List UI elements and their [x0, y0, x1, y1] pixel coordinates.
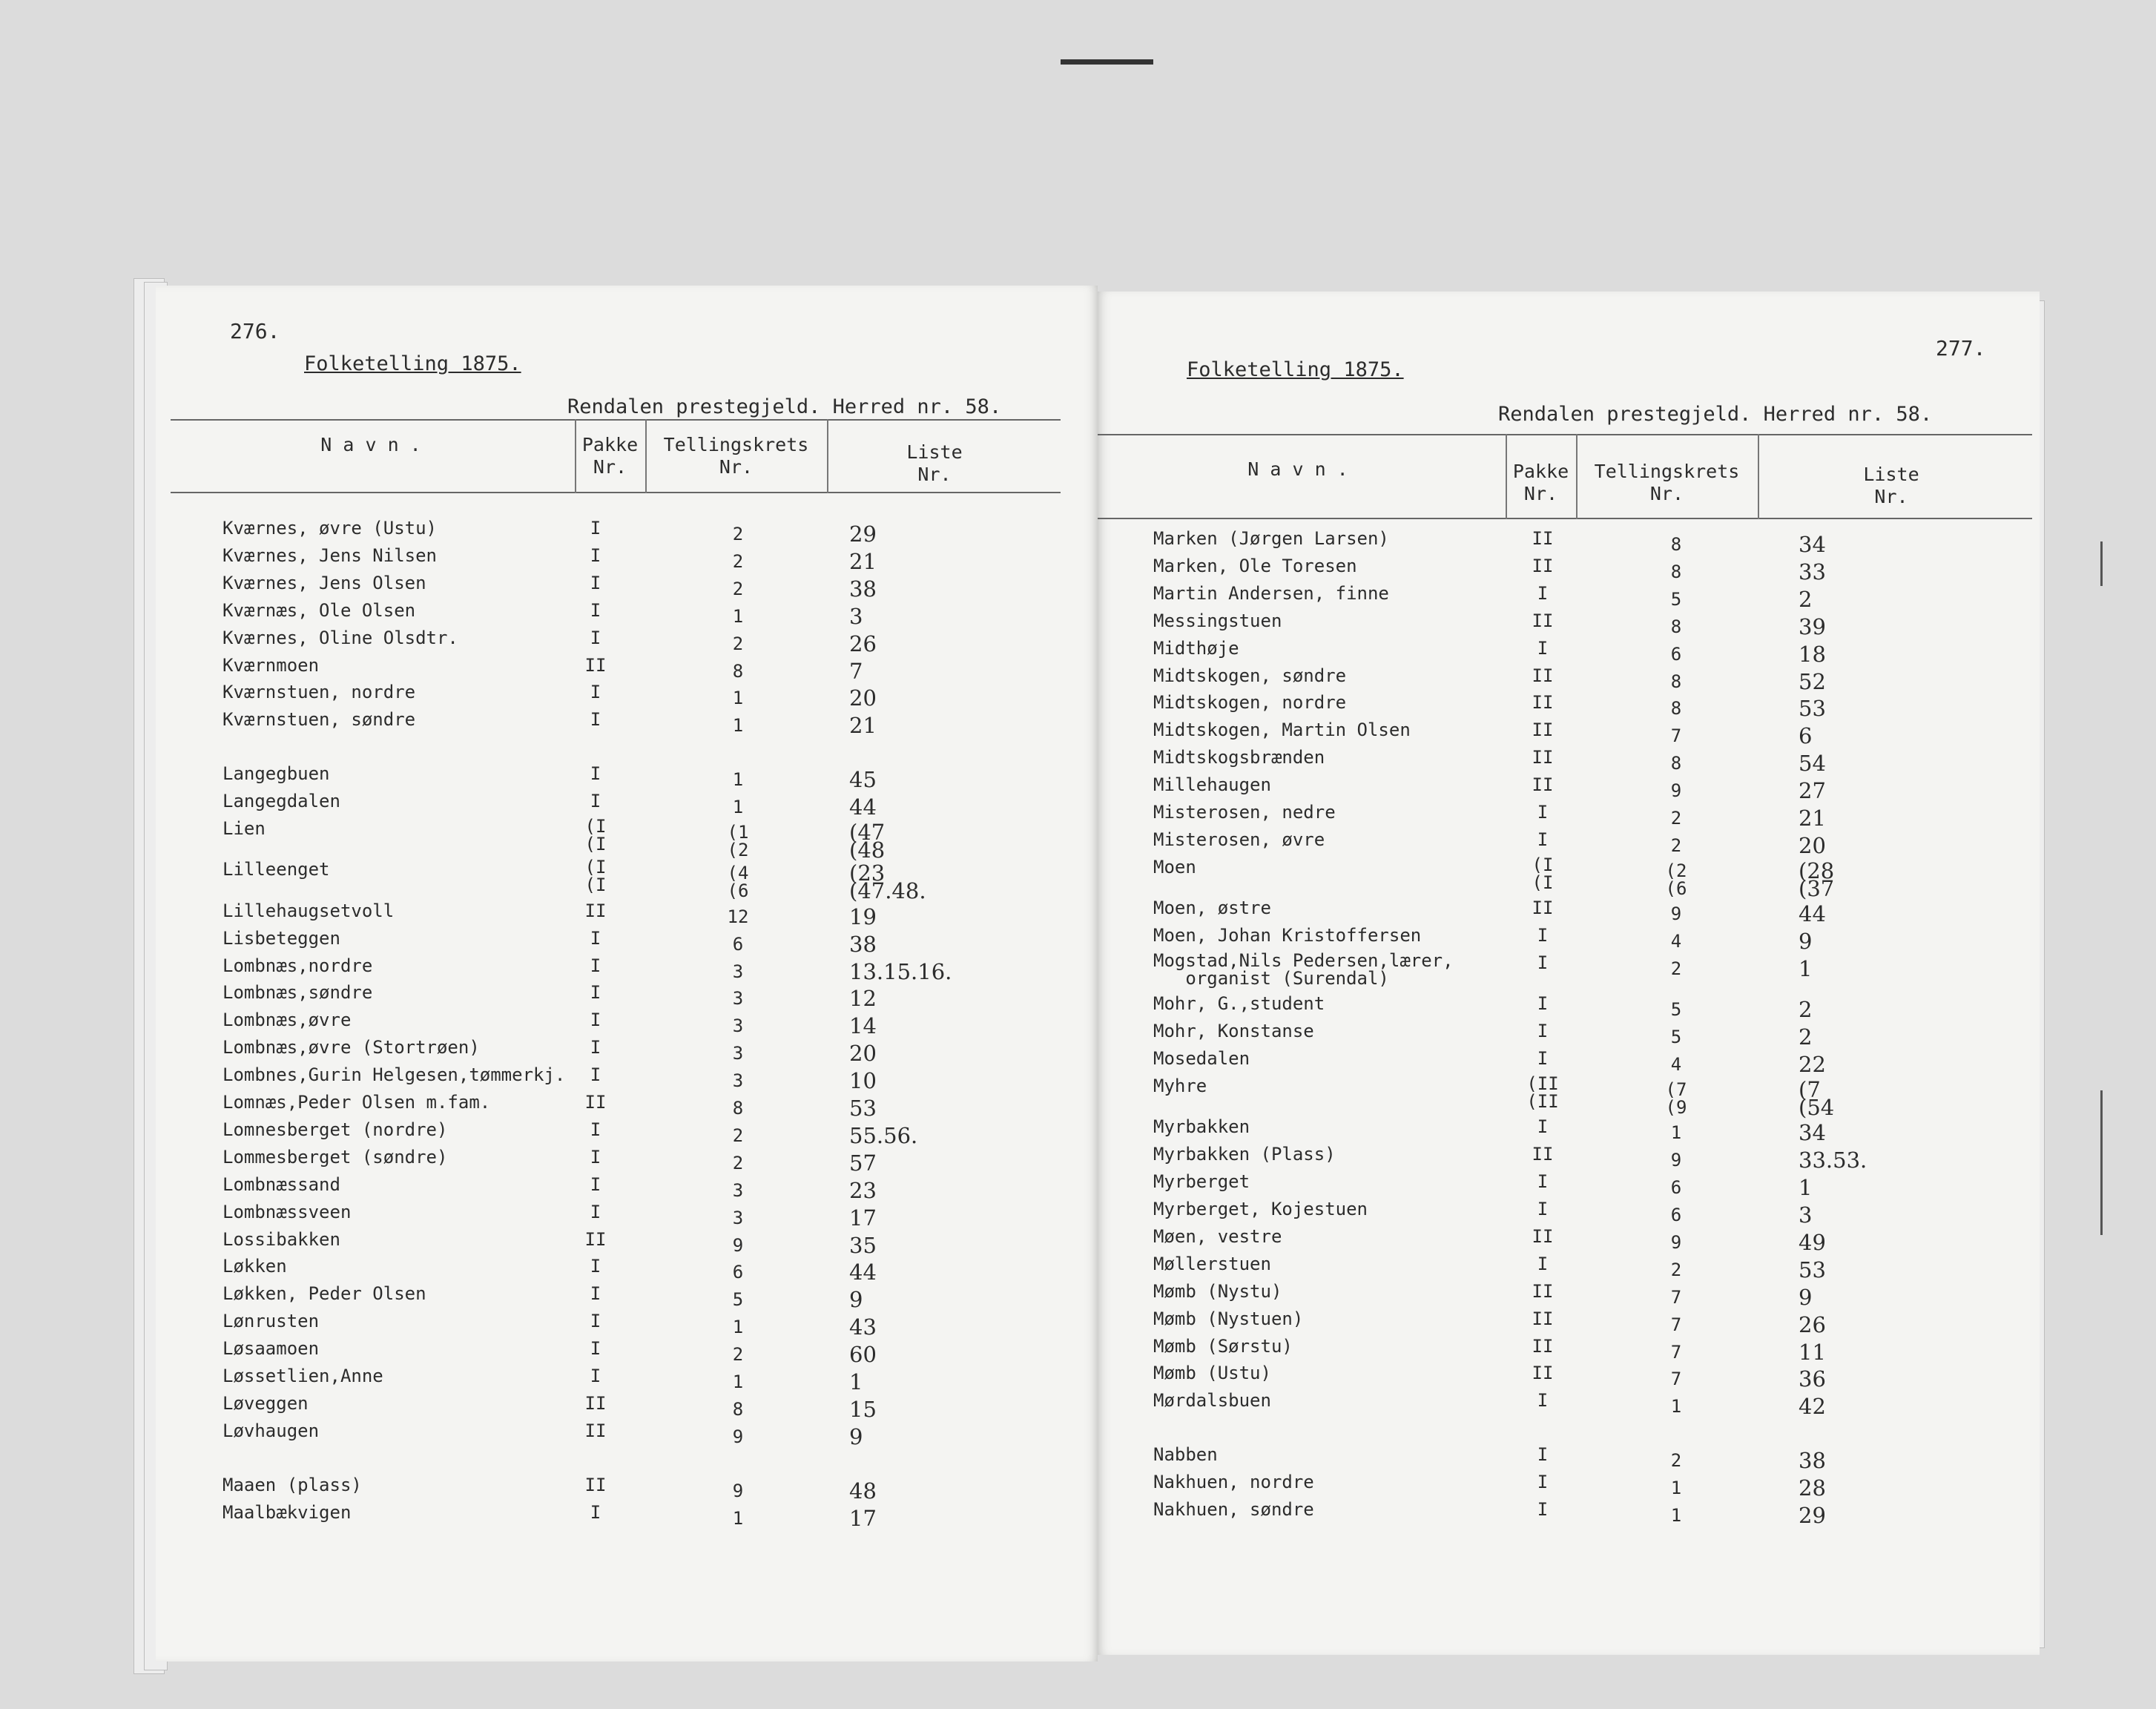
row-name: Lommesberget (søndre) [222, 1146, 448, 1168]
row-liste: 29 [849, 521, 877, 547]
row-krets: 1 [732, 605, 744, 627]
edge-mark [2100, 541, 2103, 586]
row-krets: 1 [1670, 1122, 1682, 1144]
row-name: Mømb (Ustu) [1153, 1363, 1271, 1384]
row-pakke: II [1532, 720, 1554, 741]
row-pakke: I [590, 1037, 601, 1058]
row-krets: 4 [1670, 1054, 1682, 1076]
row-name: Millehaugen [1153, 774, 1271, 796]
row-krets: 7 [1670, 1341, 1682, 1363]
column-header-pakke: Pakke Nr. [581, 434, 639, 478]
row-pakke: I [590, 955, 601, 976]
row-name: Mørdalsbuen [1153, 1390, 1271, 1412]
row-liste: 1 [1799, 1175, 1813, 1201]
row-krets: 2 [1670, 1450, 1682, 1472]
row-pakke: I [590, 1501, 601, 1523]
row-liste: 39 [1799, 613, 1826, 639]
row-krets: 4 [1670, 931, 1682, 952]
row-pakke: I [1537, 993, 1549, 1015]
row-name: Mømb (Sørstu) [1153, 1335, 1293, 1357]
row-krets: 8 [732, 1398, 744, 1420]
row-liste: 55.56. [849, 1122, 918, 1148]
row-name: Lombnes,Gurin Helgesen,tømmerkj. [222, 1064, 566, 1086]
row-liste: 57 [849, 1150, 877, 1176]
row-name: Kværnes, Oline Olsdtr. [222, 627, 458, 648]
row-krets: 8 [1670, 753, 1682, 774]
column-header-tellingskrets: Tellingskrets Nr. [663, 434, 809, 478]
row-pakke: I [1537, 1116, 1549, 1138]
row-pakke: I [590, 682, 601, 703]
row-name: Langegbuen [222, 763, 330, 785]
column-header-navn: N a v n . [320, 434, 421, 455]
row-pakke: I [1537, 925, 1549, 946]
row-liste: 54 [1799, 751, 1826, 777]
row-name: Moen [1153, 856, 1196, 877]
row-name: Lien [222, 818, 266, 839]
row-pakke: I [1537, 1472, 1549, 1493]
row-krets: 9 [732, 1480, 744, 1501]
row-krets: 2 [732, 1124, 744, 1146]
row-pakke: I [590, 572, 601, 593]
row-name: Midtskogen, søndre [1153, 665, 1347, 686]
row-liste: 1 [1799, 955, 1813, 981]
row-pakke: I [590, 1010, 601, 1031]
row-krets: 5 [1670, 999, 1682, 1021]
row-krets: 7 [1670, 1286, 1682, 1308]
row-name: Maaen (plass) [222, 1474, 362, 1495]
row-liste: 19 [849, 903, 877, 929]
row-pakke: II [584, 900, 607, 921]
column-header-liste: Liste Nr. [906, 441, 963, 485]
row-liste: 33 [1799, 559, 1826, 585]
row-liste: 36 [1799, 1366, 1826, 1392]
row-krets: 5 [1670, 1027, 1682, 1048]
row-krets: 2 [1670, 958, 1682, 979]
row-liste: 13.15.16. [849, 958, 952, 984]
row-name: Kværnes, Jens Nilsen [222, 544, 437, 566]
row-krets: 9 [1670, 780, 1682, 802]
row-pakke: I [1537, 1253, 1549, 1274]
row-krets: 8 [1670, 534, 1682, 555]
row-krets: 1 [732, 1507, 744, 1529]
row-name: Lomnesberget (nordre) [222, 1119, 448, 1140]
row-liste: 20 [849, 1041, 877, 1067]
row-pakke: I [590, 927, 601, 949]
row-name: Kværnes, Jens Olsen [222, 572, 426, 593]
row-name: Lombnæs,øvre [222, 1010, 352, 1031]
row-liste: 21 [849, 713, 877, 739]
row-name: Midtskogen, nordre [1153, 692, 1347, 714]
column-header-navn: N a v n . [1247, 458, 1348, 480]
row-name: Misterosen, nedre [1153, 802, 1336, 823]
row-name: Lombnæs,søndre [222, 982, 373, 1004]
row-krets: 3 [732, 1070, 744, 1092]
row-pakke: II [584, 1420, 607, 1441]
row-krets: (4 (6 [727, 863, 749, 902]
row-krets: 8 [1670, 561, 1682, 582]
row-pakke: II [1532, 898, 1554, 919]
row-krets: 8 [1670, 671, 1682, 692]
page-heading: Folketelling 1875. [1187, 358, 1404, 381]
row-liste: 17 [849, 1205, 877, 1231]
row-pakke: I [590, 544, 601, 566]
row-pakke: II [584, 1392, 607, 1414]
row-name: Nakhuen, nordre [1153, 1472, 1314, 1493]
row-pakke: I [1537, 829, 1549, 850]
row-name: Lillehaugsetvoll [222, 900, 395, 921]
row-liste: 3 [1799, 1202, 1813, 1228]
row-krets: 2 [732, 578, 744, 599]
row-pakke: I [590, 1119, 601, 1140]
row-name: Lombnæssand [222, 1173, 340, 1195]
row-name: Myrbakken (Plass) [1153, 1144, 1336, 1165]
row-pakke: I [1537, 1499, 1549, 1521]
row-pakke: II [1532, 1363, 1554, 1384]
row-pakke: II [1532, 1144, 1554, 1165]
row-liste: 60 [849, 1342, 877, 1368]
row-name: Lilleenget [222, 859, 330, 880]
row-liste: 48 [849, 1478, 877, 1504]
row-liste: 7 [849, 658, 863, 684]
row-pakke: I [1537, 637, 1549, 659]
row-name: Møen, vestre [1153, 1225, 1282, 1247]
row-liste: 9 [849, 1423, 863, 1449]
row-pakke: I [590, 627, 601, 648]
row-krets: (2 (6 [1665, 860, 1687, 899]
row-krets: 2 [732, 633, 744, 654]
row-name: Møllerstuen [1153, 1253, 1271, 1274]
column-header-tellingskrets: Tellingskrets Nr. [1594, 461, 1740, 504]
row-krets: 6 [1670, 1177, 1682, 1199]
row-krets: 7 [1670, 1314, 1682, 1335]
row-name: Moen, østre [1153, 898, 1271, 919]
page-number: 276. [230, 319, 280, 343]
right-page [1098, 292, 2040, 1655]
row-krets: 2 [1670, 1259, 1682, 1280]
row-name: Lombnæs,øvre (Stortrøen) [222, 1037, 480, 1058]
row-pakke: I [590, 1256, 601, 1277]
row-liste: 6 [1799, 723, 1813, 749]
row-liste: 26 [1799, 1311, 1826, 1337]
row-liste: 44 [849, 1259, 877, 1285]
row-name: Myrberget [1153, 1171, 1250, 1193]
row-liste: 11 [1799, 1339, 1826, 1365]
row-krets: 8 [1670, 698, 1682, 720]
row-name: Lombnæs,nordre [222, 955, 373, 976]
row-liste: 17 [849, 1505, 877, 1531]
row-liste: 29 [1799, 1503, 1826, 1529]
table-header-rule [171, 492, 1061, 493]
row-name: Mohr, Konstanse [1153, 1021, 1314, 1042]
row-krets: 7 [1670, 1369, 1682, 1390]
row-pakke: II [1532, 555, 1554, 576]
row-liste: 20 [849, 685, 877, 711]
row-pakke: II [1532, 665, 1554, 686]
row-name: Martin Andersen, finne [1153, 582, 1389, 604]
table-top-rule [171, 419, 1061, 421]
row-krets: 2 [1670, 834, 1682, 856]
row-pakke: I [590, 763, 601, 785]
row-liste: (47 (48 [849, 820, 886, 863]
row-liste: 22 [1799, 1052, 1826, 1078]
row-liste: 2 [1799, 997, 1813, 1023]
row-krets: 2 [732, 1344, 744, 1366]
row-liste: 33.53. [1799, 1147, 1867, 1173]
row-pakke: (I (I [584, 857, 607, 896]
page-subheading: Rendalen prestegjeld. Herred nr. 58. [1498, 403, 1933, 426]
page-subheading: Rendalen prestegjeld. Herred nr. 58. [567, 395, 1002, 418]
row-name: Myrberget, Kojestuen [1153, 1199, 1368, 1220]
row-liste: (28 (37 [1799, 857, 1835, 901]
row-pakke: I [1537, 582, 1549, 604]
row-liste: 18 [1799, 641, 1826, 667]
row-pakke: I [590, 709, 601, 731]
row-name: Misterosen, øvre [1153, 829, 1325, 850]
row-liste: 27 [1799, 778, 1826, 804]
row-krets: 1 [1670, 1396, 1682, 1417]
row-krets: 7 [1670, 725, 1682, 747]
row-name: Løkken [222, 1256, 287, 1277]
row-pakke: I [590, 518, 601, 539]
row-pakke: I [590, 1338, 601, 1360]
row-pakke: II [1532, 1335, 1554, 1357]
row-name: Løssetlien,Anne [222, 1366, 383, 1386]
row-krets: 8 [1670, 616, 1682, 637]
row-name: Messingstuen [1153, 610, 1282, 631]
row-pakke: II [1532, 1225, 1554, 1247]
row-liste: 23 [849, 1177, 877, 1203]
row-liste: 15 [849, 1396, 877, 1422]
row-pakke: II [584, 654, 607, 676]
row-pakke: I [1537, 952, 1549, 973]
row-pakke: II [584, 1228, 607, 1250]
row-name: Løsaamoen [222, 1338, 320, 1360]
row-krets: 5 [1670, 588, 1682, 610]
row-krets: 3 [732, 1043, 744, 1064]
row-liste: 10 [849, 1068, 877, 1094]
column-header-pakke: Pakke Nr. [1512, 461, 1569, 504]
page-heading: Folketelling 1875. [304, 352, 521, 375]
row-liste: 43 [849, 1314, 877, 1340]
row-pakke: I [590, 791, 601, 812]
row-pakke: II [584, 1474, 607, 1495]
scan-mark [1061, 59, 1153, 65]
row-liste: 45 [849, 767, 877, 793]
row-liste: 26 [849, 630, 877, 656]
row-krets: 1 [732, 1372, 744, 1392]
row-name: Mohr, G.,student [1153, 993, 1325, 1015]
column-header-liste: Liste Nr. [1863, 464, 1919, 507]
row-pakke: (I (I [584, 816, 607, 854]
row-krets: 2 [1670, 808, 1682, 829]
row-liste: 35 [849, 1232, 877, 1258]
left-page [156, 286, 1098, 1662]
row-krets: 2 [732, 1152, 744, 1173]
row-krets: 3 [732, 1207, 744, 1228]
row-krets: 5 [732, 1289, 744, 1311]
row-liste: 44 [1799, 901, 1826, 927]
row-krets: 1 [732, 688, 744, 709]
row-name: Marken (Jørgen Larsen) [1153, 528, 1389, 549]
row-krets: 2 [732, 550, 744, 572]
row-liste: 38 [849, 576, 877, 602]
row-liste: 1 [849, 1369, 863, 1394]
row-pakke: I [1537, 802, 1549, 823]
row-krets: 1 [732, 769, 744, 791]
row-liste: 2 [1799, 586, 1813, 612]
row-name: Lomnæs,Peder Olsen m.fam. [222, 1092, 491, 1113]
row-pakke: I [590, 1173, 601, 1195]
row-liste: 53 [1799, 1257, 1826, 1282]
row-liste: 3 [849, 603, 863, 629]
row-krets: 9 [732, 1426, 744, 1447]
row-name: Midthøje [1153, 637, 1239, 659]
row-name: Lossibakken [222, 1228, 340, 1250]
page-number: 277. [1936, 336, 1986, 360]
row-name: Mømb (Nystuen) [1153, 1308, 1304, 1329]
row-pakke: II [1532, 692, 1554, 714]
row-name: Lønrusten [222, 1311, 320, 1332]
row-name: Kværnmoen [222, 654, 320, 676]
row-pakke: I [590, 1311, 601, 1332]
row-liste: 21 [1799, 806, 1826, 831]
row-name: Lisbeteggen [222, 927, 340, 949]
row-krets: 1 [1670, 1505, 1682, 1527]
row-liste: 9 [1799, 1284, 1813, 1310]
row-pakke: II [1532, 1280, 1554, 1302]
row-krets: 9 [1670, 1231, 1682, 1253]
row-krets: (7 (9 [1665, 1079, 1687, 1118]
row-name: Nabben [1153, 1444, 1218, 1466]
row-name: Mømb (Nystu) [1153, 1280, 1282, 1302]
row-liste: 49 [1799, 1229, 1826, 1255]
row-liste: 53 [849, 1096, 877, 1121]
row-pakke: II [584, 1092, 607, 1113]
row-name: Kværnes, øvre (Ustu) [222, 518, 437, 539]
row-krets: 1 [732, 1317, 744, 1338]
row-pakke: I [590, 1064, 601, 1086]
row-name: Moen, Johan Kristoffersen [1153, 925, 1422, 946]
row-pakke: (I (I [1532, 854, 1554, 893]
row-krets: 9 [732, 1234, 744, 1256]
row-pakke: I [1537, 1171, 1549, 1193]
row-krets: 8 [732, 1098, 744, 1119]
row-krets: 6 [1670, 643, 1682, 665]
row-liste: 44 [849, 794, 877, 820]
row-krets: 1 [732, 715, 744, 737]
table-header-rule [1098, 518, 2032, 519]
row-pakke: I [1537, 1048, 1549, 1070]
row-liste: 2 [1799, 1024, 1813, 1050]
row-name: Kværnstuen, nordre [222, 682, 416, 703]
row-krets: 3 [732, 1179, 744, 1201]
row-pakke: I [590, 982, 601, 1004]
row-name: Kværnæs, Ole Olsen [222, 599, 416, 621]
row-liste: 34 [1799, 532, 1826, 557]
row-pakke: I [590, 1283, 601, 1305]
row-krets: 9 [1670, 1150, 1682, 1171]
row-pakke: I [1537, 1390, 1549, 1412]
row-krets: 1 [732, 797, 744, 818]
row-liste: 9 [849, 1287, 863, 1313]
row-liste: (7 (54 [1799, 1077, 1835, 1120]
row-liste: 53 [1799, 696, 1826, 722]
row-name: Midtskogen, Martin Olsen [1153, 720, 1411, 741]
row-name: Midtskogsbrænden [1153, 747, 1325, 768]
row-krets: 6 [732, 1262, 744, 1283]
column-divider [827, 419, 828, 493]
row-pakke: II [1532, 747, 1554, 768]
row-name: Lombnæssveen [222, 1201, 352, 1222]
row-pakke: II [1532, 1308, 1554, 1329]
row-krets: 3 [732, 988, 744, 1010]
row-name: Løveggen [222, 1392, 309, 1414]
row-name: Langegdalen [222, 791, 340, 812]
row-liste: 14 [849, 1013, 877, 1039]
row-liste: (23 (47.48. [849, 860, 926, 904]
row-name: Mogstad,Nils Pedersen,lærer, organist (Surendal) [1153, 949, 1454, 989]
table-top-rule [1098, 434, 2032, 435]
row-pakke: (II (II [1526, 1073, 1559, 1112]
row-liste: 20 [1799, 832, 1826, 858]
row-krets: 1 [1670, 1478, 1682, 1499]
column-divider [1758, 434, 1759, 519]
row-name: Kværnstuen, søndre [222, 709, 416, 731]
row-krets: 6 [732, 933, 744, 955]
row-liste: 21 [849, 548, 877, 574]
row-pakke: II [1532, 528, 1554, 549]
row-liste: 38 [1799, 1448, 1826, 1474]
row-name: Marken, Ole Toresen [1153, 555, 1357, 576]
row-pakke: II [1532, 610, 1554, 631]
row-name: Mosedalen [1153, 1048, 1250, 1070]
row-krets: 12 [727, 906, 749, 927]
row-name: Løkken, Peder Olsen [222, 1283, 426, 1305]
row-krets: 2 [732, 524, 744, 544]
row-liste: 38 [849, 931, 877, 957]
row-liste: 34 [1799, 1120, 1826, 1146]
row-liste: 9 [1799, 929, 1813, 955]
row-liste: 52 [1799, 668, 1826, 694]
row-liste: 12 [849, 986, 877, 1012]
row-name: Nakhuen, søndre [1153, 1499, 1314, 1521]
edge-mark [2100, 1090, 2103, 1235]
row-krets: 9 [1670, 903, 1682, 925]
row-krets: 8 [732, 660, 744, 682]
row-krets: (1 (2 [727, 822, 749, 860]
row-name: Myhre [1153, 1076, 1207, 1096]
row-pakke: I [1537, 1444, 1549, 1466]
row-pakke: I [590, 599, 601, 621]
row-name: Maalbækvigen [222, 1501, 352, 1523]
row-liste: 42 [1799, 1394, 1826, 1420]
row-pakke: II [1532, 774, 1554, 796]
row-krets: 6 [1670, 1205, 1682, 1226]
row-krets: 3 [732, 961, 744, 982]
row-liste: 28 [1799, 1475, 1826, 1501]
row-name: Løvhaugen [222, 1420, 320, 1441]
row-krets: 3 [732, 1015, 744, 1037]
row-name: Myrbakken [1153, 1116, 1250, 1138]
row-pakke: I [590, 1366, 601, 1386]
row-pakke: I [590, 1201, 601, 1222]
row-pakke: I [590, 1146, 601, 1168]
row-pakke: I [1537, 1021, 1549, 1042]
row-pakke: I [1537, 1199, 1549, 1220]
